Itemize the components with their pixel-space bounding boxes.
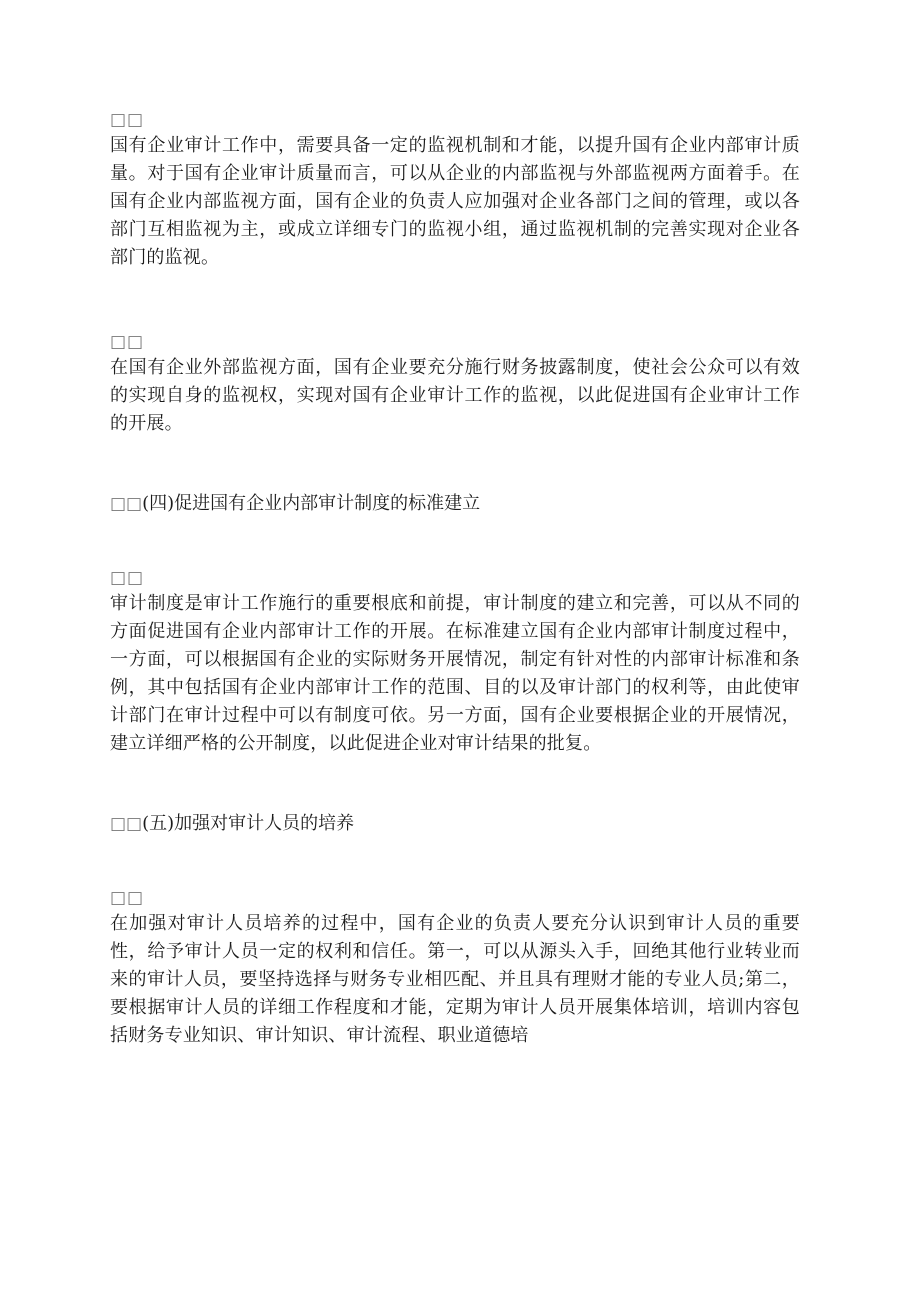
heading-text: (四)促进国有企业内部审计制度的标准建立 [142, 493, 481, 514]
paragraph-block-3 [110, 566, 800, 758]
heading-text: (五)加强对审计人员的培养 [142, 813, 355, 834]
paragraph-text: 在国有企业外部监视方面，国有企业要充分施行财务披露制度，使社会公众可以有效的实现自身的监视权，实现对国有企业审计工作的监视，以此促进国有企业审计工作的开展。 [110, 357, 800, 434]
heading-marker: □□ [110, 494, 143, 514]
paragraph-marker: □□ [110, 888, 145, 908]
paragraph-text: 审计制度是审计工作施行的重要根底和前提，审计制度的建立和完善，可以从不同的方面促进国有企业内部审计工作的开展。在标准建立国有企业内部审计制度过程中，一方面，可以根据国有企业的实际财务开展情况，制定有针对性的内部审计标准和条例，其中包括国有企业内部审计工作的范围、目的以及审计部门的权利等，由此使审计部门在审计过程中可以有制度可依。另一方面，国有企业要根据企业的开展情况，建立详细严格的公开制度，以此促进企业对审计结果的批复。 [110, 593, 800, 754]
section-heading-5 [110, 810, 800, 838]
paragraph-block-4 [110, 886, 800, 1050]
paragraph-marker: □□ [110, 568, 145, 588]
section-heading-4 [110, 490, 800, 518]
paragraph-text: 国有企业审计工作中，需要具备一定的监视机制和才能，以提升国有企业内部审计质量。对于国有企业审计质量而言，可以从企业的内部监视与外部监视两方面着手。在国有企业内部监视方面，国有企业的负责人应加强对企业各部门之间的管理，或以各部门互相监视为主，或成立详细专门的监视小组，通过监视机制的完善实现对企业各部门的监视。 [110, 135, 800, 268]
heading-marker: □□ [110, 814, 143, 834]
paragraph-text: 在加强对审计人员培养的过程中，国有企业的负责人要充分认识到审计人员的重要性，给予审计人员一定的权利和信任。第一，可以从源头入手，回绝其他行业转业而来的审计人员，要坚持选择与财务专业相匹配、并且具有理财才能的专业人员;第二，要根据审计人员的详细工作程度和才能，定期为审计人员开展集体培训，培训内容包括财务专业知识、审计知识、审计流程、职业道德培 [110, 913, 800, 1046]
paragraph-marker: □□ [110, 110, 145, 130]
paragraph-marker: □□ [110, 332, 145, 352]
document-page [110, 108, 800, 1050]
paragraph-block-2 [110, 330, 800, 438]
paragraph-block-1 [110, 108, 800, 272]
